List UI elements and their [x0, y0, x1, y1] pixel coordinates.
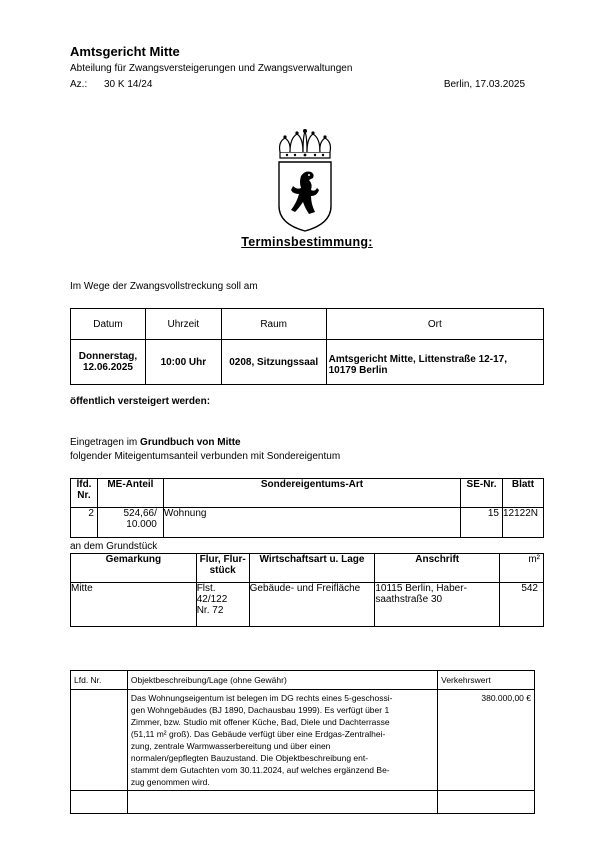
- header-sheet: Blatt: [503, 479, 544, 508]
- header-room: Raum: [221, 309, 326, 340]
- court-department: Abteilung für Zwangsversteigerungen und Zwangsverwaltungen: [70, 63, 353, 74]
- header-se-nr: SE-Nr.: [461, 479, 503, 508]
- auction-statement: öffentlich versteigert werden:: [70, 396, 211, 407]
- header-date: Datum: [71, 309, 146, 340]
- co-ownership-table: [70, 478, 544, 538]
- place-date: Berlin, 17.03.2025: [443, 79, 525, 90]
- header-type: Sondereigentums-Art: [163, 479, 460, 508]
- header-area: m²: [500, 554, 544, 583]
- court-name: Amtsgericht Mitte: [70, 44, 180, 59]
- file-number-value: 30 K 14/24: [104, 79, 153, 90]
- intro-text: Im Wege der Zwangsvollstreckung soll am: [70, 281, 258, 292]
- header-time: Uhrzeit: [145, 309, 221, 340]
- berlin-coat-of-arms-icon: [275, 128, 335, 232]
- document-title: Terminsbestimmung:: [241, 235, 373, 249]
- header-lfd: lfd. Nr.: [71, 479, 98, 508]
- header-address: Anschrift: [375, 554, 500, 583]
- file-number-label: Az.:: [70, 79, 88, 90]
- land-register-line: Eingetragen im Grundbuch von Mitte: [70, 437, 241, 448]
- header-location: Ort: [326, 309, 543, 340]
- appointment-time: 10:00 Uhr: [145, 340, 221, 385]
- header-usage: Wirtschaftsart u. Lage: [249, 554, 375, 583]
- appointment-location: Amtsgericht Mitte, Littenstraße 12-17, 10179 Berlin: [326, 340, 543, 385]
- header-description: Objektbeschreibung/Lage (ohne Gewähr): [127, 671, 437, 690]
- object-description: Das Wohnungseigentum ist belegen im DG rechts eines 5-geschossi- gen Wohngebäudes (BJ 1890, Dachausbau 1999). Es verfügt über 1 Zimmer, bzw. Studio mit offener Küche, Bad, Diele und Dachterrasse (51,11 m² groß). Das Gebäude verfügt über eine Erdgas-Zentralhei- zung, zentrale Warmwasserbereitung und über einen normalen/gepflegten Bauzustand. Die Objektbeschreibung ent- stammt dem Gutachten vom 30.11.2024, auf welches ergänzend Be- zug genommen wird.: [127, 690, 437, 791]
- property-intro: an dem Grundstück: [70, 541, 158, 552]
- table-row: 2 524,66/ 10.000 Wohnung 15 12122N: [71, 508, 544, 538]
- appointment-date: Donnerstag, 12.06.2025: [71, 340, 146, 385]
- property-table: [70, 553, 544, 627]
- header-lfd-nr: Lfd. Nr.: [71, 671, 128, 690]
- header-share: ME-Anteil: [97, 479, 163, 508]
- appointment-room: 0208, Sitzungssaal: [221, 340, 326, 385]
- market-value: 380.000,00 €: [438, 690, 535, 791]
- table-row: Mitte Flst. 42/122 Nr. 72 Gebäude- und Freifläche 10115 Berlin, Haber- saathstraße 30 542: [71, 583, 544, 627]
- table-row: [71, 690, 535, 791]
- header-district: Gemarkung: [71, 554, 197, 583]
- table-row: [71, 791, 535, 814]
- object-description-table: [70, 670, 535, 814]
- appointment-table: [70, 308, 544, 385]
- header-parcel: Flur, Flur- stück: [196, 554, 249, 583]
- land-register-line2: folgender Miteigentumsanteil verbunden mit Sondereigentum: [70, 451, 341, 462]
- header-market-value: Verkehrswert: [438, 671, 535, 690]
